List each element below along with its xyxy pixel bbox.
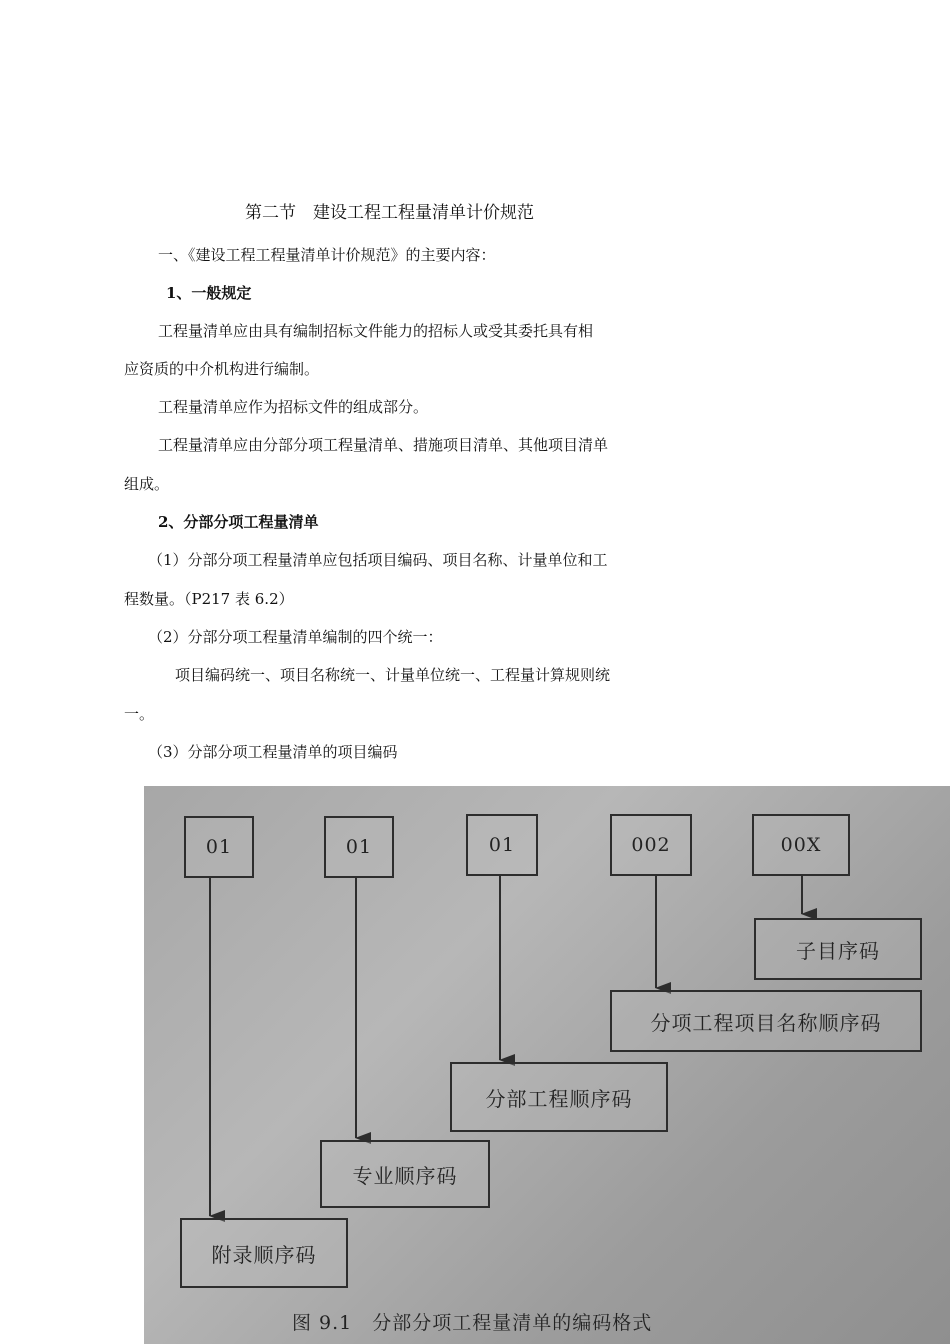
code-box-1: 01 bbox=[184, 816, 254, 878]
text-line: 工程量清单应由具有编制招标文件能力的招标人或受其委托具有相 bbox=[158, 322, 594, 340]
label-appendix-seq: 附录顺序码 bbox=[180, 1218, 348, 1288]
text-line: 一、《建设工程工程量清单计价规范》的主要内容： bbox=[158, 246, 496, 264]
text-line: 工程量清单应由分部分项工程量清单、措施项目清单、其他项目清单 bbox=[158, 436, 609, 454]
figure-caption: 图 9.1 分部分项工程量清单的编码格式 bbox=[292, 1312, 653, 1334]
text-line: 程数量。（P217 表 6.2） bbox=[124, 590, 294, 608]
text-line: 一。 bbox=[124, 705, 155, 723]
label-item-name-seq: 分项工程项目名称顺序码 bbox=[610, 990, 922, 1052]
code-box-5: 00X bbox=[752, 814, 850, 876]
subheading: 2、分部分项工程量清单 bbox=[158, 513, 319, 531]
label-specialty-seq: 专业顺序码 bbox=[320, 1140, 490, 1208]
label-division-seq: 分部工程顺序码 bbox=[450, 1062, 668, 1132]
text-line: 组成。 bbox=[124, 475, 170, 493]
label-subitem-seq: 子目序码 bbox=[754, 918, 922, 980]
section-title: 第二节 建设工程工程量清单计价规范 bbox=[245, 203, 534, 223]
text-line: 应资质的中介机构进行编制。 bbox=[124, 360, 320, 378]
code-box-2: 01 bbox=[324, 816, 394, 878]
text-line: 工程量清单应作为招标文件的组成部分。 bbox=[158, 398, 429, 416]
text-line: （2）分部分项工程量清单编制的四个统一： bbox=[148, 628, 443, 646]
text-line: （1）分部分项工程量清单应包括项目编码、项目名称、计量单位和工 bbox=[148, 551, 608, 569]
text-line: 项目编码统一、项目名称统一、计量单位统一、工程量计算规则统 bbox=[175, 666, 611, 684]
code-box-4: 002 bbox=[610, 814, 692, 876]
code-box-3: 01 bbox=[466, 814, 538, 876]
text-line: （3）分部分项工程量清单的项目编码 bbox=[148, 743, 398, 761]
figure-photo bbox=[144, 786, 950, 1344]
subheading: 1、一般规定 bbox=[166, 284, 252, 302]
